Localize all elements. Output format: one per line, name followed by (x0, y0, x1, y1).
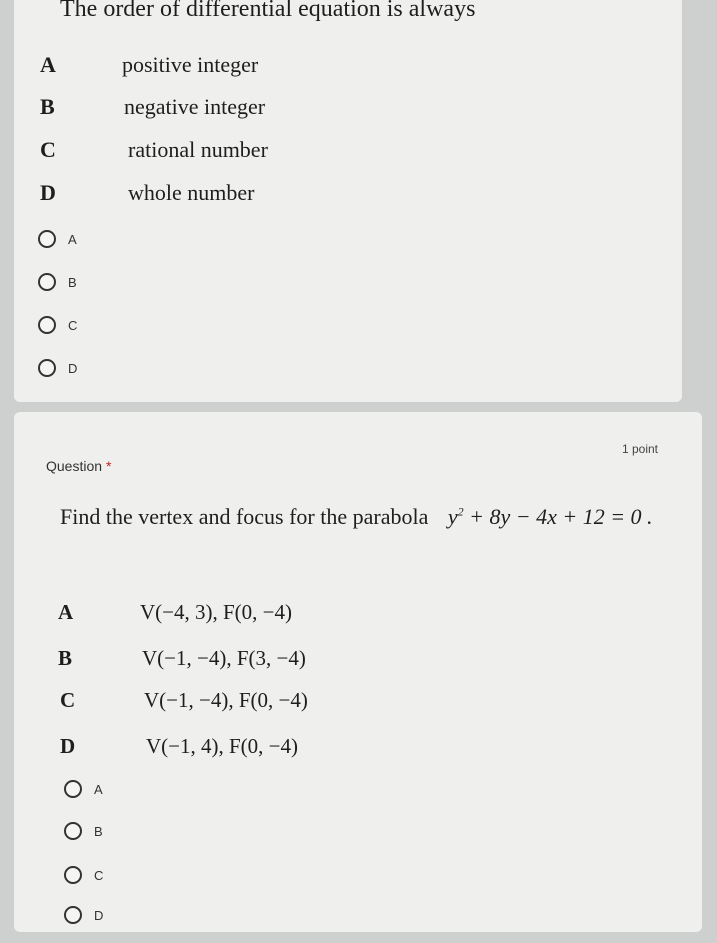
choice-label: D (68, 360, 78, 376)
equation-rest: + 8y − 4x + 12 = 0 . (463, 504, 653, 529)
q1-choice-c[interactable] (38, 316, 77, 334)
option-letter: C (40, 137, 56, 162)
option-text: rational number (128, 137, 268, 162)
question-1-title: The order of differential equation is always (60, 0, 476, 22)
choice-label: B (68, 274, 77, 290)
radio-button[interactable] (38, 273, 56, 291)
option-text: V(−1, −4), F(3, −4) (142, 646, 306, 670)
q2-choice-d[interactable] (64, 906, 103, 924)
option-text: V(−1, −4), F(0, −4) (144, 688, 308, 712)
radio-button[interactable] (64, 866, 82, 884)
option-letter: D (40, 180, 56, 205)
q2-choice-a[interactable] (64, 780, 103, 798)
option-text: negative integer (124, 94, 266, 119)
choice-label: D (94, 907, 104, 923)
option-letter: B (40, 94, 55, 119)
option-letter: B (58, 646, 73, 670)
q2-choice-b[interactable] (64, 822, 103, 840)
radio-button[interactable] (38, 316, 56, 334)
parabola-equation (448, 504, 653, 529)
radio-button[interactable] (38, 359, 56, 377)
radio-button[interactable] (64, 822, 82, 840)
required-asterisk: * (106, 458, 112, 474)
q1-choice-b[interactable] (38, 273, 77, 291)
equation-exponent: 2 (457, 504, 464, 519)
option-text: V(−4, 3), F(0, −4) (140, 600, 293, 624)
radio-button[interactable] (64, 906, 82, 924)
points-label: 1 point (621, 442, 658, 456)
q1-choice-a[interactable] (38, 230, 77, 248)
question-label-text: Question (46, 458, 103, 474)
prompt-text: Find the vertex and focus for the parabola (60, 504, 429, 529)
q1-choice-d[interactable] (38, 359, 77, 377)
option-letter: A (58, 600, 74, 624)
option-text: V(−1, 4), F(0, −4) (146, 734, 299, 758)
question-2-prompt (60, 504, 653, 530)
choice-label: A (94, 781, 103, 797)
choice-label: A (68, 231, 77, 247)
option-letter: C (60, 688, 76, 712)
choice-label: C (94, 867, 104, 883)
question-card-2 (14, 412, 702, 932)
option-letter: A (40, 52, 56, 77)
equation-base: y (447, 504, 458, 529)
question-label (46, 458, 112, 474)
option-text: whole number (128, 180, 255, 205)
radio-button[interactable] (64, 780, 82, 798)
q2-choice-c[interactable] (64, 866, 103, 884)
option-letter: D (60, 734, 76, 758)
choice-label: C (68, 317, 78, 333)
option-text: positive integer (122, 52, 259, 77)
choice-label: B (94, 823, 103, 839)
question-card-1 (14, 0, 682, 402)
radio-button[interactable] (38, 230, 56, 248)
